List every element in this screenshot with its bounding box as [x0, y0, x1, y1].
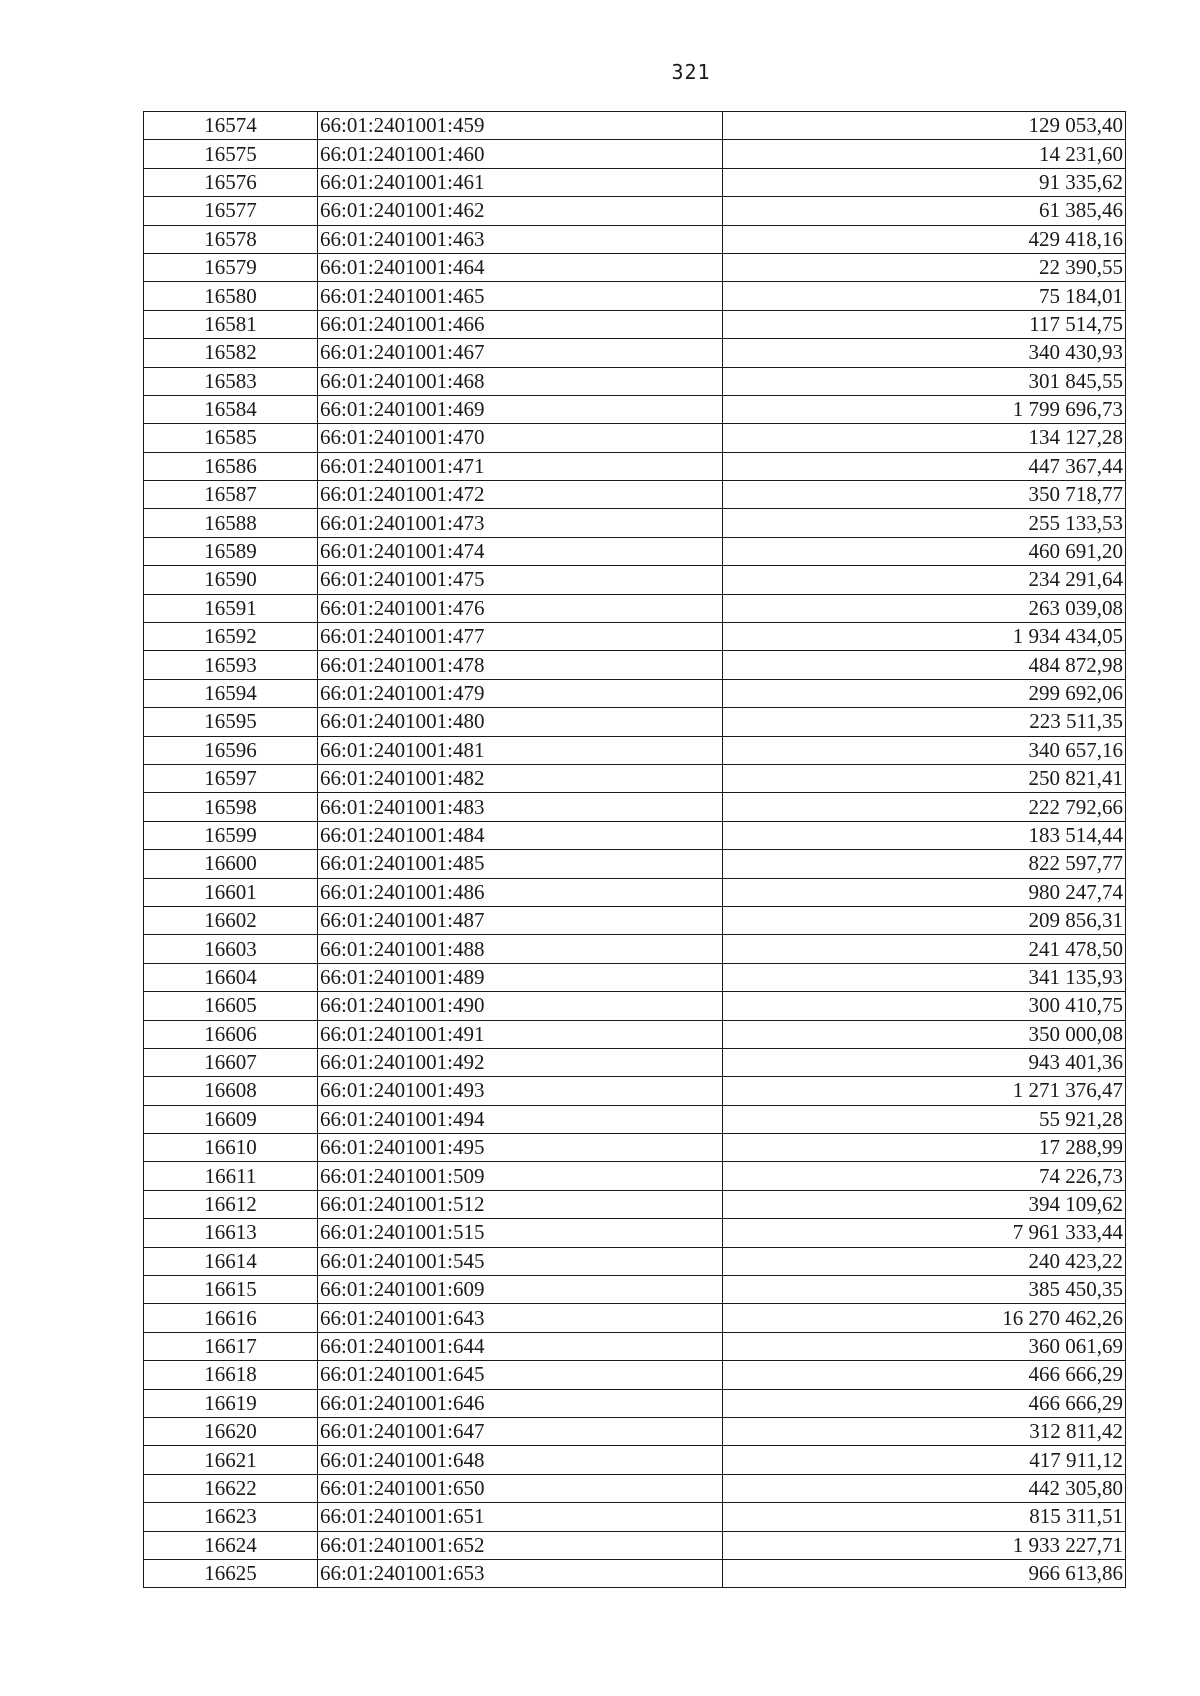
- cadastral-number-cell: 66:01:2401001:478: [318, 651, 723, 679]
- cadastral-number-cell: 66:01:2401001:646: [318, 1389, 723, 1417]
- table-row: [144, 1276, 1126, 1304]
- cadastral-value-cell: 429 418,16: [723, 225, 1126, 253]
- table-row: [144, 1503, 1126, 1531]
- cadastral-number-cell: 66:01:2401001:512: [318, 1190, 723, 1218]
- cadastral-number-cell: 66:01:2401001:470: [318, 424, 723, 452]
- table-row: [144, 339, 1126, 367]
- table-row: [144, 452, 1126, 480]
- table-row: [144, 1446, 1126, 1474]
- cadastral-value-cell: 22 390,55: [723, 253, 1126, 281]
- table-row: [144, 935, 1126, 963]
- cadastral-value-cell: 301 845,55: [723, 367, 1126, 395]
- table-row: [144, 1105, 1126, 1133]
- row-number-cell: 16617: [144, 1332, 318, 1360]
- cadastral-number-cell: 66:01:2401001:647: [318, 1417, 723, 1445]
- cadastral-value-cell: 966 613,86: [723, 1559, 1126, 1587]
- cadastral-value-cell: 117 514,75: [723, 310, 1126, 338]
- cadastral-number-cell: 66:01:2401001:484: [318, 821, 723, 849]
- cadastral-number-cell: 66:01:2401001:648: [318, 1446, 723, 1474]
- row-number-cell: 16590: [144, 566, 318, 594]
- cadastral-number-cell: 66:01:2401001:515: [318, 1219, 723, 1247]
- cadastral-value-cell: 340 657,16: [723, 736, 1126, 764]
- cadastral-number-cell: 66:01:2401001:645: [318, 1361, 723, 1389]
- cadastral-value-cell: 385 450,35: [723, 1276, 1126, 1304]
- table-row: [144, 509, 1126, 537]
- cadastral-number-cell: 66:01:2401001:473: [318, 509, 723, 537]
- cadastral-value-cell: 129 053,40: [723, 112, 1126, 140]
- cadastral-number-cell: 66:01:2401001:495: [318, 1134, 723, 1162]
- row-number-cell: 16602: [144, 906, 318, 934]
- row-number-cell: 16594: [144, 679, 318, 707]
- table-row: [144, 736, 1126, 764]
- table-body: [144, 112, 1126, 1588]
- row-number-cell: 16593: [144, 651, 318, 679]
- cadastral-number-cell: 66:01:2401001:485: [318, 850, 723, 878]
- cadastral-value-cell: 1 933 227,71: [723, 1531, 1126, 1559]
- table-row: [144, 140, 1126, 168]
- row-number-cell: 16601: [144, 878, 318, 906]
- page-number: 321: [671, 60, 711, 84]
- cadastral-number-cell: 66:01:2401001:609: [318, 1276, 723, 1304]
- cadastral-value-cell: 223 511,35: [723, 708, 1126, 736]
- row-number-cell: 16605: [144, 992, 318, 1020]
- cadastral-value-cell: 16 270 462,26: [723, 1304, 1126, 1332]
- table-row: [144, 282, 1126, 310]
- cadastral-number-cell: 66:01:2401001:468: [318, 367, 723, 395]
- cadastral-number-cell: 66:01:2401001:494: [318, 1105, 723, 1133]
- cadastral-value-cell: 55 921,28: [723, 1105, 1126, 1133]
- cadastral-value-cell: 234 291,64: [723, 566, 1126, 594]
- cadastral-value-cell: 442 305,80: [723, 1474, 1126, 1502]
- cadastral-number-cell: 66:01:2401001:651: [318, 1503, 723, 1531]
- row-number-cell: 16604: [144, 963, 318, 991]
- cadastral-value-cell: 183 514,44: [723, 821, 1126, 849]
- table-row: [144, 253, 1126, 281]
- row-number-cell: 16591: [144, 594, 318, 622]
- cadastral-value-cell: 447 367,44: [723, 452, 1126, 480]
- cadastral-number-cell: 66:01:2401001:644: [318, 1332, 723, 1360]
- cadastral-number-cell: 66:01:2401001:488: [318, 935, 723, 963]
- row-number-cell: 16614: [144, 1247, 318, 1275]
- cadastral-value-cell: 241 478,50: [723, 935, 1126, 963]
- cadastral-value-cell: 14 231,60: [723, 140, 1126, 168]
- cadastral-value-cell: 312 811,42: [723, 1417, 1126, 1445]
- table-row: [144, 537, 1126, 565]
- row-number-cell: 16610: [144, 1134, 318, 1162]
- cadastral-number-cell: 66:01:2401001:509: [318, 1162, 723, 1190]
- row-number-cell: 16615: [144, 1276, 318, 1304]
- table-row: [144, 1389, 1126, 1417]
- row-number-cell: 16618: [144, 1361, 318, 1389]
- cadastral-number-cell: 66:01:2401001:476: [318, 594, 723, 622]
- cadastral-value-table: [143, 111, 1126, 1588]
- row-number-cell: 16606: [144, 1020, 318, 1048]
- row-number-cell: 16624: [144, 1531, 318, 1559]
- cadastral-value-cell: 222 792,66: [723, 793, 1126, 821]
- cadastral-value-cell: 394 109,62: [723, 1190, 1126, 1218]
- row-number-cell: 16613: [144, 1219, 318, 1247]
- row-number-cell: 16600: [144, 850, 318, 878]
- table-row: [144, 197, 1126, 225]
- cadastral-number-cell: 66:01:2401001:482: [318, 764, 723, 792]
- table-row: [144, 566, 1126, 594]
- row-number-cell: 16578: [144, 225, 318, 253]
- cadastral-number-cell: 66:01:2401001:481: [318, 736, 723, 764]
- row-number-cell: 16577: [144, 197, 318, 225]
- cadastral-number-cell: 66:01:2401001:493: [318, 1077, 723, 1105]
- table-row: [144, 424, 1126, 452]
- row-number-cell: 16620: [144, 1417, 318, 1445]
- table-row: [144, 821, 1126, 849]
- cadastral-value-cell: 484 872,98: [723, 651, 1126, 679]
- cadastral-value-cell: 91 335,62: [723, 168, 1126, 196]
- row-number-cell: 16596: [144, 736, 318, 764]
- table-row: [144, 1474, 1126, 1502]
- table-row: [144, 1134, 1126, 1162]
- cadastral-value-cell: 341 135,93: [723, 963, 1126, 991]
- cadastral-value-cell: 943 401,36: [723, 1048, 1126, 1076]
- cadastral-number-cell: 66:01:2401001:545: [318, 1247, 723, 1275]
- cadastral-value-cell: 815 311,51: [723, 1503, 1126, 1531]
- row-number-cell: 16595: [144, 708, 318, 736]
- table-row: [144, 1190, 1126, 1218]
- cadastral-number-cell: 66:01:2401001:460: [318, 140, 723, 168]
- row-number-cell: 16574: [144, 112, 318, 140]
- cadastral-value-cell: 134 127,28: [723, 424, 1126, 452]
- cadastral-number-cell: 66:01:2401001:474: [318, 537, 723, 565]
- cadastral-value-cell: 7 961 333,44: [723, 1219, 1126, 1247]
- table-row: [144, 1417, 1126, 1445]
- row-number-cell: 16619: [144, 1389, 318, 1417]
- table-row: [144, 623, 1126, 651]
- cadastral-value-cell: 350 000,08: [723, 1020, 1126, 1048]
- cadastral-number-cell: 66:01:2401001:491: [318, 1020, 723, 1048]
- cadastral-number-cell: 66:01:2401001:643: [318, 1304, 723, 1332]
- row-number-cell: 16608: [144, 1077, 318, 1105]
- table-row: [144, 395, 1126, 423]
- table-row: [144, 1361, 1126, 1389]
- cadastral-number-cell: 66:01:2401001:466: [318, 310, 723, 338]
- row-number-cell: 16588: [144, 509, 318, 537]
- cadastral-number-cell: 66:01:2401001:462: [318, 197, 723, 225]
- cadastral-number-cell: 66:01:2401001:459: [318, 112, 723, 140]
- row-number-cell: 16609: [144, 1105, 318, 1133]
- row-number-cell: 16612: [144, 1190, 318, 1218]
- cadastral-value-cell: 1 271 376,47: [723, 1077, 1126, 1105]
- row-number-cell: 16583: [144, 367, 318, 395]
- cadastral-number-cell: 66:01:2401001:465: [318, 282, 723, 310]
- cadastral-number-cell: 66:01:2401001:652: [318, 1531, 723, 1559]
- cadastral-value-cell: 466 666,29: [723, 1361, 1126, 1389]
- cadastral-value-cell: 299 692,06: [723, 679, 1126, 707]
- cadastral-number-cell: 66:01:2401001:477: [318, 623, 723, 651]
- cadastral-number-cell: 66:01:2401001:490: [318, 992, 723, 1020]
- row-number-cell: 16581: [144, 310, 318, 338]
- cadastral-value-cell: 74 226,73: [723, 1162, 1126, 1190]
- row-number-cell: 16576: [144, 168, 318, 196]
- table-row: [144, 1247, 1126, 1275]
- cadastral-value-cell: 255 133,53: [723, 509, 1126, 537]
- cadastral-number-cell: 66:01:2401001:471: [318, 452, 723, 480]
- table-row: [144, 310, 1126, 338]
- table-row: [144, 1020, 1126, 1048]
- cadastral-number-cell: 66:01:2401001:487: [318, 906, 723, 934]
- cadastral-value-cell: 360 061,69: [723, 1332, 1126, 1360]
- row-number-cell: 16579: [144, 253, 318, 281]
- cadastral-value-cell: 250 821,41: [723, 764, 1126, 792]
- table-row: [144, 1531, 1126, 1559]
- table-row: [144, 1332, 1126, 1360]
- table-row: [144, 764, 1126, 792]
- row-number-cell: 16611: [144, 1162, 318, 1190]
- table-row: [144, 1304, 1126, 1332]
- cadastral-value-cell: 1 799 696,73: [723, 395, 1126, 423]
- cadastral-number-cell: 66:01:2401001:650: [318, 1474, 723, 1502]
- table-row: [144, 1219, 1126, 1247]
- row-number-cell: 16592: [144, 623, 318, 651]
- table-row: [144, 1048, 1126, 1076]
- table-row: [144, 1162, 1126, 1190]
- cadastral-value-cell: 209 856,31: [723, 906, 1126, 934]
- cadastral-number-cell: 66:01:2401001:486: [318, 878, 723, 906]
- cadastral-value-cell: 61 385,46: [723, 197, 1126, 225]
- table-row: [144, 225, 1126, 253]
- cadastral-number-cell: 66:01:2401001:472: [318, 481, 723, 509]
- table-row: [144, 850, 1126, 878]
- row-number-cell: 16607: [144, 1048, 318, 1076]
- row-number-cell: 16625: [144, 1559, 318, 1587]
- cadastral-number-cell: 66:01:2401001:467: [318, 339, 723, 367]
- cadastral-number-cell: 66:01:2401001:483: [318, 793, 723, 821]
- row-number-cell: 16584: [144, 395, 318, 423]
- cadastral-value-cell: 75 184,01: [723, 282, 1126, 310]
- row-number-cell: 16603: [144, 935, 318, 963]
- cadastral-value-cell: 417 911,12: [723, 1446, 1126, 1474]
- cadastral-value-cell: 340 430,93: [723, 339, 1126, 367]
- row-number-cell: 16597: [144, 764, 318, 792]
- cadastral-number-cell: 66:01:2401001:653: [318, 1559, 723, 1587]
- cadastral-value-cell: 1 934 434,05: [723, 623, 1126, 651]
- cadastral-value-cell: 466 666,29: [723, 1389, 1126, 1417]
- cadastral-number-cell: 66:01:2401001:475: [318, 566, 723, 594]
- cadastral-number-cell: 66:01:2401001:469: [318, 395, 723, 423]
- cadastral-value-cell: 822 597,77: [723, 850, 1126, 878]
- cadastral-value-cell: 240 423,22: [723, 1247, 1126, 1275]
- row-number-cell: 16580: [144, 282, 318, 310]
- row-number-cell: 16582: [144, 339, 318, 367]
- table-row: [144, 793, 1126, 821]
- row-number-cell: 16622: [144, 1474, 318, 1502]
- table-row: [144, 168, 1126, 196]
- row-number-cell: 16585: [144, 424, 318, 452]
- table-row: [144, 1077, 1126, 1105]
- table-row: [144, 367, 1126, 395]
- row-number-cell: 16599: [144, 821, 318, 849]
- row-number-cell: 16616: [144, 1304, 318, 1332]
- cadastral-value-cell: 300 410,75: [723, 992, 1126, 1020]
- table-row: [144, 963, 1126, 991]
- row-number-cell: 16589: [144, 537, 318, 565]
- cadastral-value-cell: 980 247,74: [723, 878, 1126, 906]
- table-row: [144, 481, 1126, 509]
- table-row: [144, 906, 1126, 934]
- table-row: [144, 679, 1126, 707]
- cadastral-number-cell: 66:01:2401001:492: [318, 1048, 723, 1076]
- table-row: [144, 708, 1126, 736]
- cadastral-value-cell: 350 718,77: [723, 481, 1126, 509]
- cadastral-number-cell: 66:01:2401001:464: [318, 253, 723, 281]
- row-number-cell: 16621: [144, 1446, 318, 1474]
- row-number-cell: 16587: [144, 481, 318, 509]
- table-row: [144, 112, 1126, 140]
- cadastral-number-cell: 66:01:2401001:480: [318, 708, 723, 736]
- row-number-cell: 16575: [144, 140, 318, 168]
- row-number-cell: 16586: [144, 452, 318, 480]
- row-number-cell: 16598: [144, 793, 318, 821]
- cadastral-value-cell: 460 691,20: [723, 537, 1126, 565]
- table-row: [144, 878, 1126, 906]
- cadastral-number-cell: 66:01:2401001:463: [318, 225, 723, 253]
- table-row: [144, 1559, 1126, 1587]
- table-row: [144, 594, 1126, 622]
- cadastral-number-cell: 66:01:2401001:461: [318, 168, 723, 196]
- cadastral-value-cell: 263 039,08: [723, 594, 1126, 622]
- cadastral-number-cell: 66:01:2401001:489: [318, 963, 723, 991]
- cadastral-number-cell: 66:01:2401001:479: [318, 679, 723, 707]
- cadastral-value-cell: 17 288,99: [723, 1134, 1126, 1162]
- table-row: [144, 651, 1126, 679]
- table-row: [144, 992, 1126, 1020]
- row-number-cell: 16623: [144, 1503, 318, 1531]
